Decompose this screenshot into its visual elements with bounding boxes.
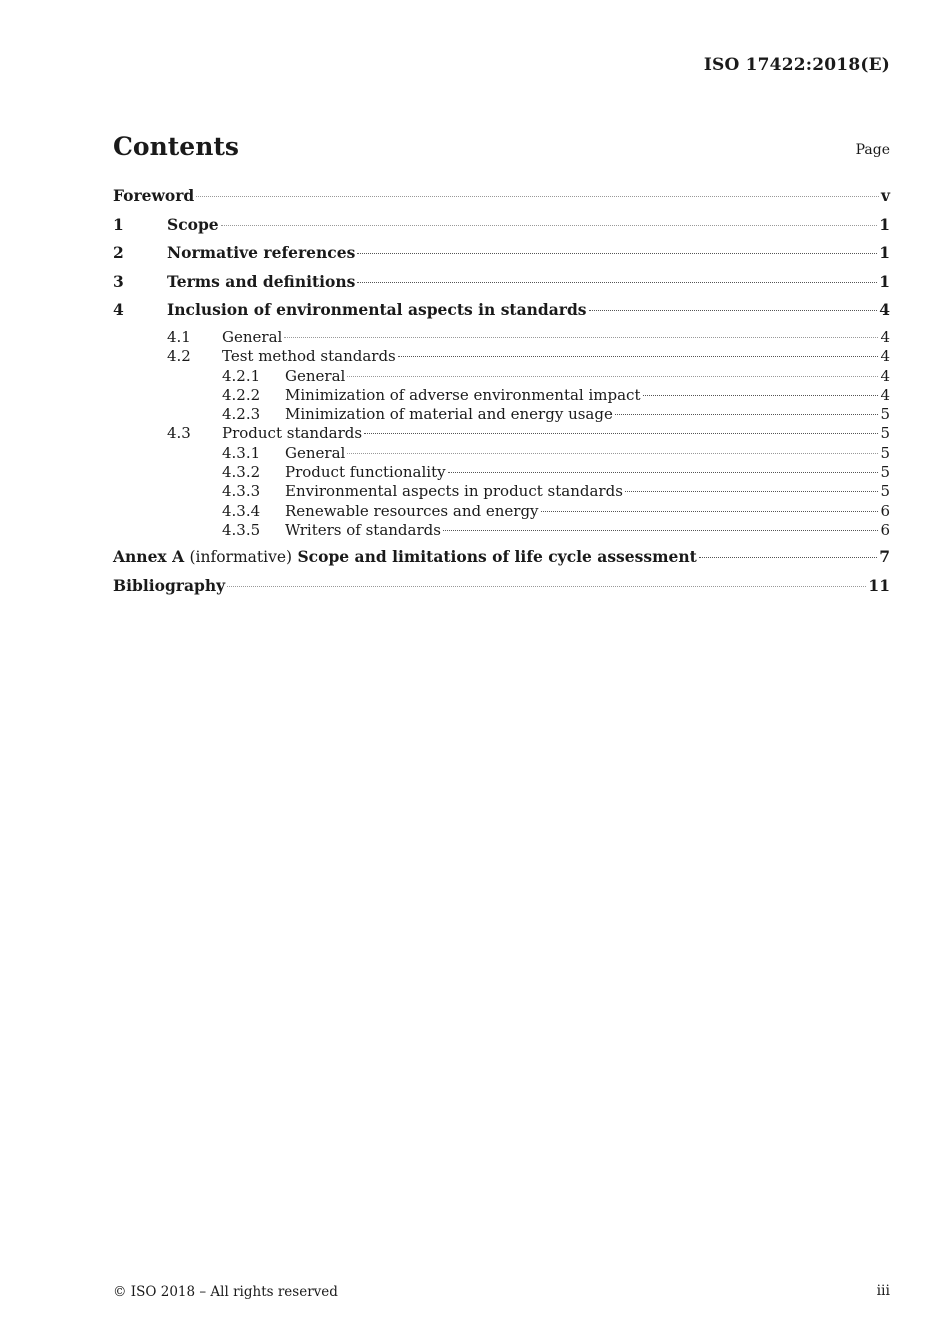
toc-entry-page: 5 [880, 424, 890, 443]
dot-leader [643, 395, 879, 396]
toc-entry-page: 11 [868, 575, 890, 595]
dot-leader [364, 433, 878, 434]
toc-entry-inclusion-environmental-aspects[interactable] [113, 299, 890, 328]
toc-entry-page: 5 [880, 405, 890, 424]
toc-entry-4-2-1[interactable] [113, 367, 890, 386]
dot-leader [357, 282, 877, 283]
toc-entry-title: Inclusion of environmental aspects in standards [167, 300, 587, 320]
dot-leader [347, 453, 878, 454]
toc-entry-title: Writers of standards [285, 520, 441, 539]
dot-leader [227, 586, 866, 587]
toc-entry-title: Scope [167, 214, 219, 234]
toc-entry-title: General [285, 443, 346, 462]
toc-entry-page: 5 [880, 463, 890, 482]
annex-label: Annex A [113, 547, 185, 567]
dot-leader [347, 376, 878, 377]
toc-entry-page: 5 [880, 482, 890, 501]
toc-entry-title: Minimization of adverse environmental impact [285, 385, 641, 404]
toc-entry-number: 4.3.4 [222, 501, 261, 520]
toc-entry-title: General [222, 327, 283, 346]
toc-entry-4-3-4[interactable] [113, 502, 890, 521]
toc-entry-page: 1 [879, 271, 890, 291]
toc-entry-title: Renewable resources and energy [285, 501, 539, 520]
toc-entry-title: Minimization of material and energy usage [285, 405, 613, 424]
toc-entry-number: 4.2.2 [222, 385, 261, 404]
toc-entry-number: 4.1 [167, 327, 191, 346]
toc-entry-number: 4 [113, 300, 124, 320]
toc-entry-page: 4 [880, 327, 890, 346]
toc-entry-terms-and-definitions[interactable] [113, 271, 890, 300]
toc-entry-page: 1 [879, 243, 890, 263]
toc-entry-4-3-3[interactable] [113, 482, 890, 501]
toc-entry-4-3[interactable] [113, 424, 890, 443]
toc-entry-page: 4 [879, 300, 890, 320]
toc-entry-page: 4 [880, 385, 890, 404]
toc-entry-number: 4.3.5 [222, 520, 261, 539]
document-id: ISO 17422:2018(E) [703, 55, 890, 75]
toc-entry-title: Foreword [113, 186, 195, 205]
toc-entry-number: 4.3 [167, 424, 191, 443]
toc-entry-page: 6 [880, 520, 890, 539]
toc-entry-title: Bibliography [113, 575, 226, 595]
dot-leader [448, 472, 879, 473]
toc-entry-page: v [880, 186, 890, 205]
toc-entry-page: 4 [880, 347, 890, 366]
dot-leader [625, 491, 879, 492]
toc-entry-title [113, 546, 697, 568]
toc-entry-4-1[interactable] [113, 328, 890, 347]
toc-entry-number: 1 [113, 214, 124, 234]
copyright-notice: © ISO 2018 – All rights reserved [113, 1284, 338, 1300]
toc-entry-number: 4.2.3 [222, 405, 261, 424]
toc-entry-4-3-2[interactable] [113, 463, 890, 482]
toc-entry-number: 2 [113, 243, 124, 263]
dot-leader [443, 530, 879, 531]
toc-entry-title: Normative references [167, 243, 356, 263]
page-number: iii [876, 1283, 890, 1299]
toc-entry-number: 4.2.1 [222, 366, 261, 385]
dot-leader [284, 337, 878, 338]
dot-leader [221, 225, 878, 226]
toc-entry-scope[interactable] [113, 214, 890, 243]
toc-entry-foreword[interactable] [113, 185, 890, 214]
page-column-label: Page [855, 142, 890, 158]
toc-entry-title: Terms and definitions [167, 271, 356, 291]
dot-leader [541, 511, 879, 512]
toc-entry-title: General [285, 366, 346, 385]
dot-leader [196, 196, 879, 197]
contents-heading: Contents [113, 132, 240, 161]
toc-entry-page: 7 [879, 547, 890, 567]
toc-entry-number: 4.3.1 [222, 443, 261, 462]
dot-leader [699, 557, 877, 558]
toc-entry-page: 1 [879, 214, 890, 234]
toc-entry-title: Test method standards [222, 347, 396, 366]
toc-entry-4-2-2[interactable] [113, 386, 890, 405]
toc-entry-title: Product standards [222, 424, 363, 443]
annex-informative-tag: (informative) [189, 548, 293, 567]
toc-entry-title: Environmental aspects in product standards [285, 482, 623, 501]
dot-leader [589, 310, 878, 311]
table-of-contents [113, 185, 890, 603]
toc-entry-bibliography[interactable] [113, 575, 890, 604]
toc-entry-normative-references[interactable] [113, 242, 890, 271]
toc-entry-number: 4.3.2 [222, 463, 261, 482]
toc-entry-number: 3 [113, 271, 124, 291]
dot-leader [398, 356, 879, 357]
toc-entry-4-3-1[interactable] [113, 444, 890, 463]
toc-entry-4-2-3[interactable] [113, 405, 890, 424]
toc-entry-4-2[interactable] [113, 347, 890, 366]
toc-entry-page: 5 [880, 443, 890, 462]
toc-entry-page: 4 [880, 366, 890, 385]
toc-entry-title: Product functionality [285, 463, 446, 482]
toc-entry-annex-a[interactable] [113, 546, 890, 575]
dot-leader [615, 414, 879, 415]
toc-entry-number: 4.3.3 [222, 482, 261, 501]
annex-title: Scope and limitations of life cycle assessment [297, 547, 697, 567]
toc-entry-page: 6 [880, 501, 890, 520]
toc-entry-4-3-5[interactable] [113, 521, 890, 540]
dot-leader [357, 253, 877, 254]
toc-entry-number: 4.2 [167, 347, 191, 366]
